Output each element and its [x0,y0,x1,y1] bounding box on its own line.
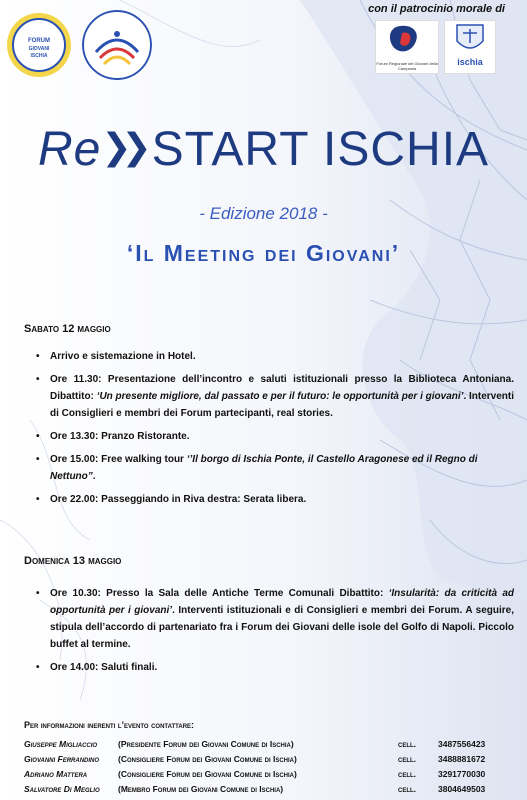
ischia-giovani-logo [82,10,152,80]
meeting-subtitle: ‘Il Meeting dei Giovani’ [126,240,401,266]
list-item [36,451,514,485]
phone-number[interactable]: 3488881672 [438,753,486,764]
item-rest: . [92,471,96,482]
bullet-icon: • [36,494,40,505]
forum-regionale-logo [375,20,439,74]
list-item [36,659,514,676]
item-italic: ‘’Il borgo di Ischia Ponte, il Castello Aragonese ed il Regno di Nettuno” [50,454,478,482]
contact-name: Giovanni Ferrandino [24,753,100,764]
cell-label: cell. [398,783,417,794]
item-text: Presso la Sala delle Antiche Terme Comunali Dibattito: [100,588,389,599]
cell-label: cell. [398,768,417,779]
item-time: Ore 22.00: [50,494,99,505]
table-row [24,751,514,766]
list-item [36,348,514,365]
forum-regionale-caption: Forum Regionale dei Giovani della Campania [376,61,438,71]
item-rest: . Interventi istituzionali e di Consiglieri e membri dei Forum. A seguire, stipula dell’accordo di partenariato fra i Forum dei Giovani delle isole del Golfo di Napoli. Piccolo buffet al termine. [50,605,514,650]
contact-role: (Consigliere Forum dei Giovani Comune di Ischia) [118,753,297,764]
list-item [36,585,514,653]
comune-ischia-logo [444,20,496,74]
saturday-heading: Sabato 12 maggio [24,323,111,335]
contact-role: (Membro Forum dei Giovani Comune di Ischia) [118,783,284,794]
item-text: Free walking tour [98,454,187,465]
patronage-text: con il patrocinio morale di [368,3,505,15]
sunday-program [36,585,514,682]
bullet-icon: • [36,431,40,442]
item-time: Ore 14.00: [50,662,99,673]
title-main: START ISCHIA [151,123,490,176]
contact-role: (Consigliere Forum dei Giovani Comune di Ischia) [118,768,297,779]
cell-label: cell. [398,753,417,764]
list-item [36,491,514,508]
item-text: Presentazione dell’incontro e saluti istituzionali presso la Biblioteca Antoniana. Dibattito: [50,374,515,402]
bullet-icon: • [36,662,40,673]
forum-giovani-logo [6,12,72,78]
sunday-heading: Domenica 13 maggio [24,555,122,567]
item-italic: ‘Un presente migliore, dal passato e per il futuro: le opportunità per i giovani’ [96,391,464,402]
table-row [24,781,514,796]
svg-text:FORUM: FORUM [28,38,50,44]
table-row [24,736,514,751]
table-row [24,766,514,781]
bullet-icon: • [36,454,40,465]
item-time: Ore 13.30: [50,431,99,442]
svg-text:ISCHIA: ISCHIA [30,53,48,59]
item-text: Saluti finali. [98,662,158,673]
cell-label: cell. [398,738,417,749]
edition-subtitle: - Edizione 2018 - [199,204,328,223]
contacts-table [24,736,514,796]
list-item [36,371,514,422]
item-text: Pranzo Ristorante. [98,431,190,442]
title-re: Re [37,123,102,176]
comune-ischia-caption: ischia [457,57,483,67]
contact-heading: Per informazioni inerenti l’evento contattare: [24,720,195,730]
item-italic: ‘Insularità: da criticità ad opportunità per i giovani’ [50,588,514,616]
contact-name: Salvatore Di Meglio [24,783,100,794]
bullet-icon: • [36,351,40,362]
contact-role: (Presidente Forum dei Giovani Comune di Ischia) [118,738,294,749]
phone-number[interactable]: 3804649503 [438,783,486,794]
phone-number[interactable]: 3487556423 [438,738,486,749]
bullet-icon: • [36,374,40,385]
event-title [0,122,527,177]
bullet-icon: • [36,588,40,599]
item-rest: . Interventi di Consiglieri e membri dei Forum partecipanti, real stories. [50,391,515,419]
contact-name: Giuseppe Migliaccio [24,738,98,749]
item-time: Ore 10.30: [50,588,101,599]
item-text: Passeggiando in Riva destra: Serata libera. [98,494,307,505]
svg-text:GIOVANI: GIOVANI [28,46,50,52]
item-time: Ore 11.30: [50,374,102,385]
item-time: Ore 15.00: [50,454,99,465]
contact-name: Adriano Mattera [24,768,88,779]
double-chevron-icon: ❯❯ [101,126,142,167]
item-text: Arrivo e sistemazione in Hotel. [50,351,196,362]
list-item [36,428,514,445]
phone-number[interactable]: 3291770030 [438,768,486,779]
saturday-program [36,348,514,514]
